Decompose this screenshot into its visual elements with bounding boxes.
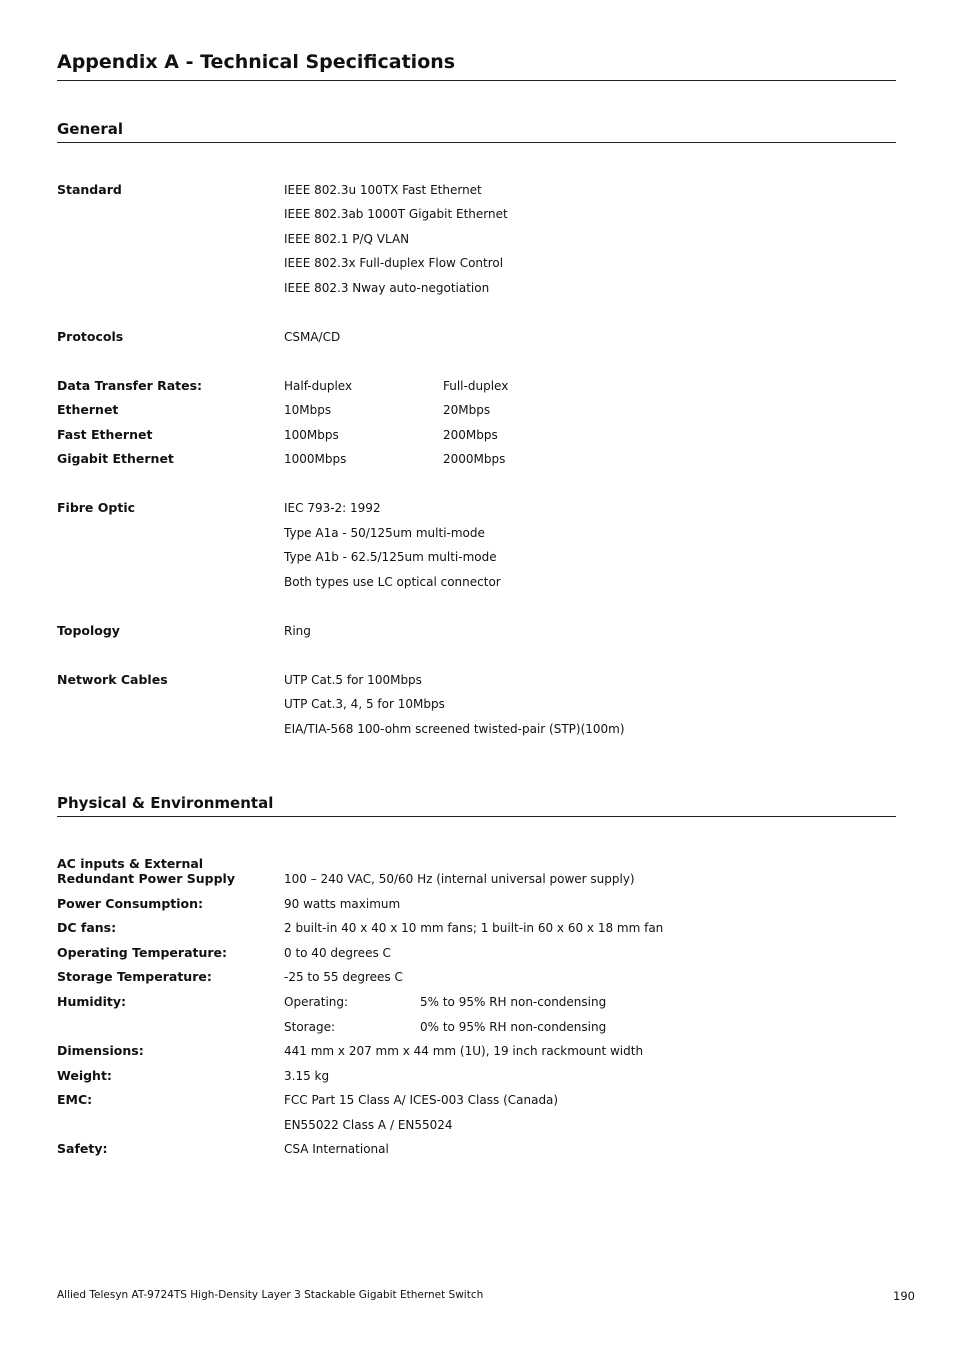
- rate-half-value: 10Mbps: [284, 403, 332, 417]
- storage-temperature-label: Storage Temperature:: [57, 969, 212, 984]
- protocols-value: CSMA/CD: [284, 330, 341, 344]
- humidity-value: 5% to 95% RH non-condensing: [420, 995, 607, 1009]
- standard-value: IEEE 802.3ab 1000T Gigabit Ethernet: [284, 207, 508, 221]
- dimensions-label: Dimensions:: [57, 1043, 144, 1058]
- rate-full-value: 20Mbps: [443, 403, 491, 417]
- dc-fans-label: DC fans:: [57, 920, 117, 935]
- safety-value: CSA International: [284, 1142, 389, 1156]
- network-cables-value: UTP Cat.3, 4, 5 for 10Mbps: [284, 697, 445, 711]
- network-cables-value: UTP Cat.5 for 100Mbps: [284, 673, 422, 687]
- standard-value: IEEE 802.3u 100TX Fast Ethernet: [284, 183, 482, 197]
- protocols-label: Protocols: [57, 329, 124, 344]
- title-divider: [57, 80, 896, 81]
- ac-inputs-label-line1: AC inputs & External: [57, 856, 204, 871]
- emc-value: FCC Part 15 Class A/ ICES-003 Class (Canada): [284, 1093, 559, 1107]
- section-heading-physical: Physical & Environmental: [57, 794, 274, 812]
- safety-label: Safety:: [57, 1141, 108, 1156]
- dimensions-value: 441 mm x 207 mm x 44 mm (1U), 19 inch rackmount width: [284, 1044, 644, 1058]
- rate-half-value: 100Mbps: [284, 428, 339, 442]
- humidity-condition: Operating:: [284, 995, 349, 1009]
- standard-label: Standard: [57, 182, 122, 197]
- rate-row-label: Fast Ethernet: [57, 427, 153, 442]
- fibre-optic-value: IEC 793-2: 1992: [284, 501, 381, 515]
- fibre-optic-value: Type A1b - 62.5/125um multi-mode: [284, 550, 497, 564]
- rate-full-value: 200Mbps: [443, 428, 498, 442]
- page-title: Appendix A - Technical Specifications: [57, 51, 456, 73]
- power-consumption-value: 90 watts maximum: [284, 897, 401, 911]
- dc-fans-value: 2 built-in 40 x 40 x 10 mm fans; 1 built-in 60 x 60 x 18 mm fan: [284, 921, 664, 935]
- emc-value: EN55022 Class A / EN55024: [284, 1118, 453, 1132]
- humidity-value: 0% to 95% RH non-condensing: [420, 1020, 607, 1034]
- rate-row-label: Gigabit Ethernet: [57, 451, 174, 466]
- section-heading-general: General: [57, 120, 123, 138]
- operating-temperature-value: 0 to 40 degrees C: [284, 946, 391, 960]
- standard-value: IEEE 802.1 P/Q VLAN: [284, 232, 410, 246]
- page-number: 190: [893, 1289, 915, 1303]
- operating-temperature-label: Operating Temperature:: [57, 945, 228, 960]
- rate-row-label: Ethernet: [57, 402, 119, 417]
- topology-label: Topology: [57, 623, 120, 638]
- section-divider-physical: [57, 816, 896, 817]
- fibre-optic-value: Both types use LC optical connector: [284, 575, 501, 589]
- half-duplex-header: Half-duplex: [284, 379, 353, 393]
- section-divider-general: [57, 142, 896, 143]
- topology-value: Ring: [284, 624, 311, 638]
- humidity-condition: Storage:: [284, 1020, 335, 1034]
- weight-label: Weight:: [57, 1068, 112, 1083]
- fibre-optic-label: Fibre Optic: [57, 500, 136, 515]
- full-duplex-header: Full-duplex: [443, 379, 509, 393]
- ac-inputs-value: 100 – 240 VAC, 50/60 Hz (internal universal power supply): [284, 872, 635, 886]
- ac-inputs-label-line2: Redundant Power Supply: [57, 871, 235, 886]
- humidity-label: Humidity:: [57, 994, 127, 1009]
- emc-label: EMC:: [57, 1092, 93, 1107]
- storage-temperature-value: -25 to 55 degrees C: [284, 970, 403, 984]
- power-consumption-label: Power Consumption:: [57, 896, 204, 911]
- network-cables-label: Network Cables: [57, 672, 168, 687]
- standard-value: IEEE 802.3x Full-duplex Flow Control: [284, 256, 504, 270]
- footer-product-name: Allied Telesyn AT-9724TS High-Density Layer 3 Stackable Gigabit Ethernet Switch: [57, 1289, 484, 1301]
- network-cables-value: EIA/TIA-568 100-ohm screened twisted-pair (STP)(100m): [284, 722, 625, 736]
- weight-value: 3.15 kg: [284, 1069, 330, 1083]
- fibre-optic-value: Type A1a - 50/125um multi-mode: [284, 526, 485, 540]
- rate-full-value: 2000Mbps: [443, 452, 506, 466]
- standard-value: IEEE 802.3 Nway auto-negotiation: [284, 281, 490, 295]
- transfer-rates-label: Data Transfer Rates:: [57, 378, 203, 393]
- rate-half-value: 1000Mbps: [284, 452, 347, 466]
